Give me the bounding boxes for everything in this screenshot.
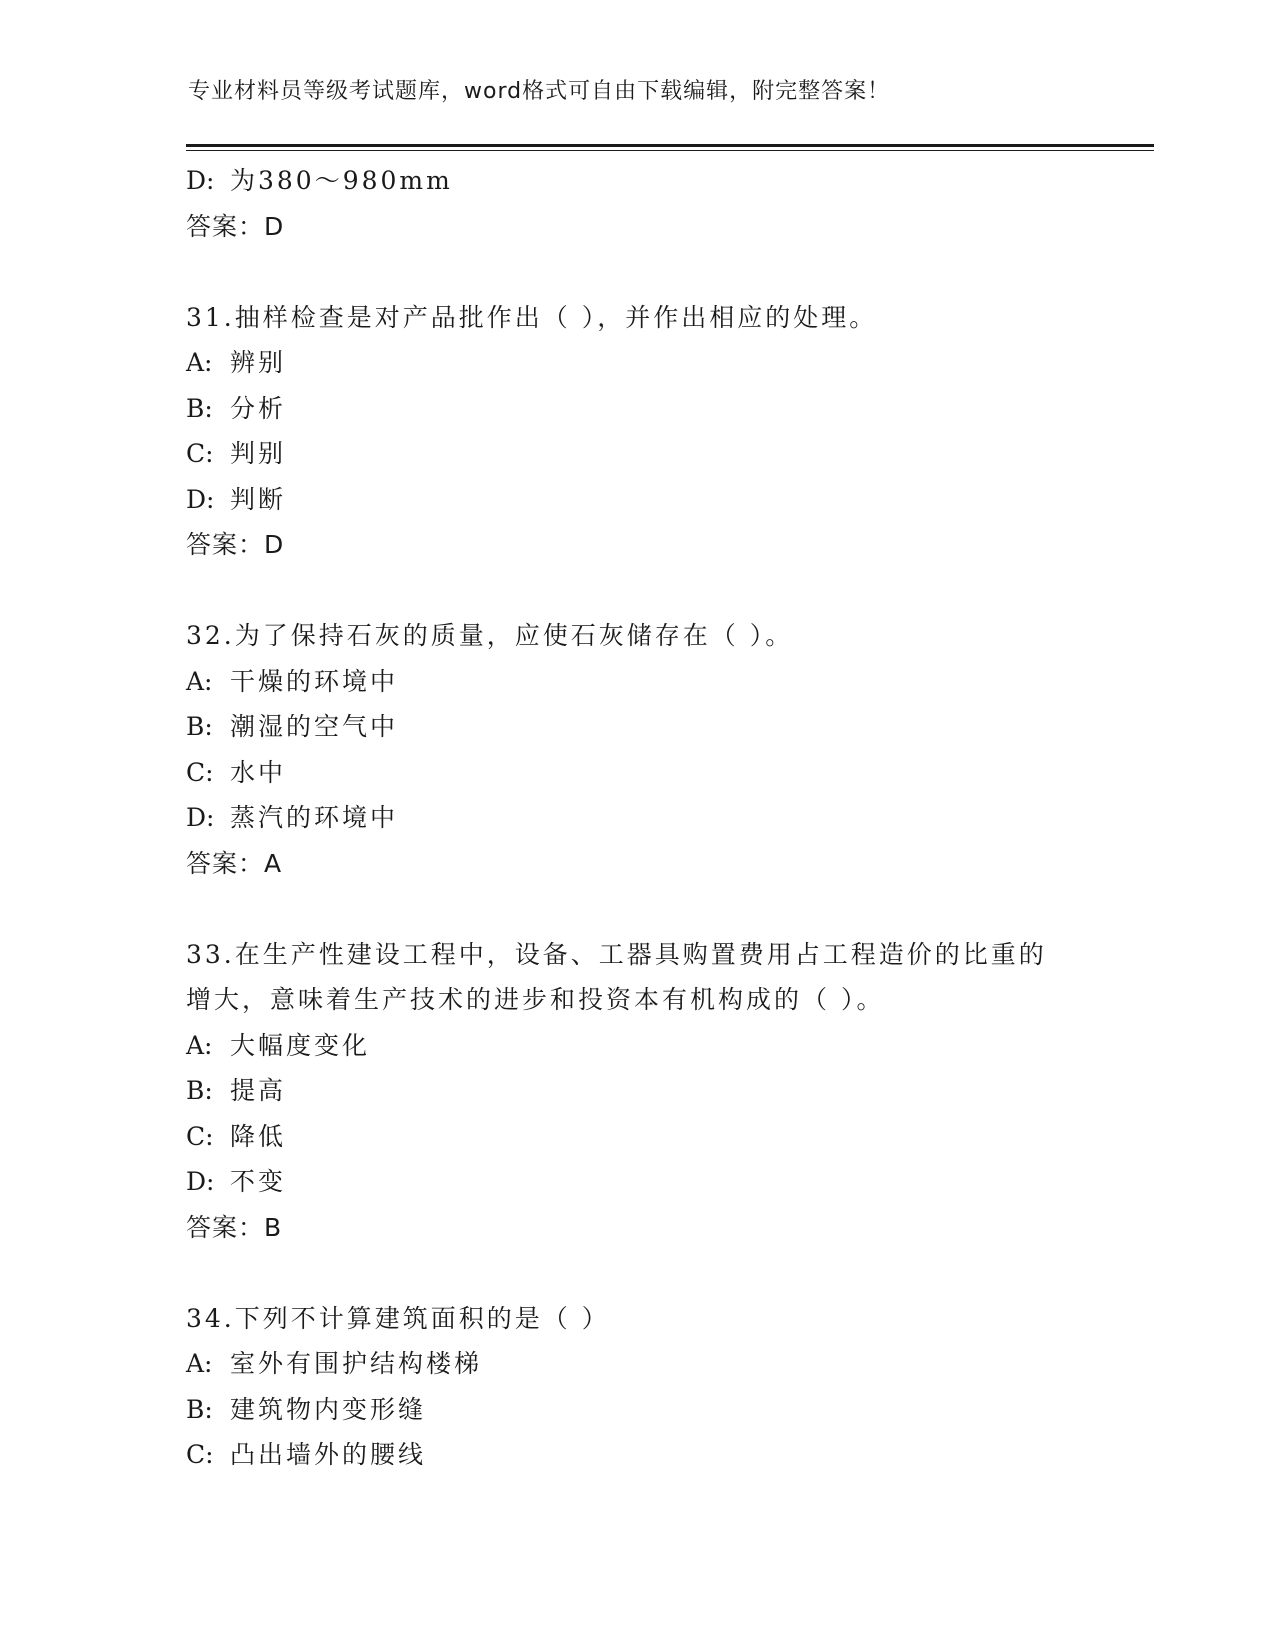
option-letter: C: bbox=[186, 439, 214, 468]
answer-line: 答案：D bbox=[186, 530, 285, 559]
option-text: 判断 bbox=[230, 484, 287, 514]
option-c bbox=[186, 1432, 1146, 1478]
option-b bbox=[186, 386, 1146, 432]
spacer bbox=[186, 1250, 1146, 1296]
option-a bbox=[186, 659, 1146, 705]
option-text: 分析 bbox=[230, 393, 287, 423]
option-text: 室外有围护结构楼梯 bbox=[230, 1349, 483, 1378]
option-letter: D: bbox=[186, 484, 215, 514]
answer-line: 答案：D bbox=[186, 211, 285, 241]
option-letter: A: bbox=[186, 348, 213, 377]
spacer bbox=[186, 886, 1146, 932]
option-a bbox=[186, 1341, 1146, 1387]
option-text: 不变 bbox=[230, 1167, 287, 1196]
question-stem: 34.下列不计算建筑面积的是（ ） bbox=[186, 1303, 610, 1333]
spacer bbox=[186, 249, 1146, 295]
option-a bbox=[186, 340, 1146, 386]
option-letter: B: bbox=[186, 712, 213, 741]
option-d bbox=[186, 1159, 1146, 1205]
option-text: 辨别 bbox=[230, 348, 287, 377]
option-b bbox=[186, 1068, 1146, 1114]
page-header: 专业材料员等级考试题库，word格式可自由下载编辑，附完整答案！ bbox=[188, 79, 891, 104]
option-text: 干燥的环境中 bbox=[230, 666, 399, 696]
option-text: 大幅度变化 bbox=[230, 1030, 371, 1060]
answer-line: 答案：A bbox=[186, 848, 283, 878]
option-letter: C: bbox=[186, 1440, 214, 1469]
option-text: 蒸汽的环境中 bbox=[230, 803, 399, 832]
option-text: 水中 bbox=[230, 757, 287, 787]
option-d bbox=[186, 158, 1146, 204]
option-letter: D: bbox=[186, 1167, 215, 1196]
option-letter: D: bbox=[186, 803, 215, 832]
option-text: 提高 bbox=[230, 1076, 287, 1105]
question-stem-line-1: 33.在生产性建设工程中，设备、工器具购置费用占工程造价的比重的 bbox=[186, 939, 1047, 969]
header-rule-thick bbox=[186, 144, 1154, 147]
option-c bbox=[186, 1114, 1146, 1160]
option-a bbox=[186, 1023, 1146, 1069]
question-content bbox=[186, 158, 1146, 1478]
option-text: 为380～980mm bbox=[230, 166, 453, 195]
option-c bbox=[186, 431, 1146, 477]
option-letter: C: bbox=[186, 757, 214, 787]
option-letter: C: bbox=[186, 1121, 214, 1151]
question-stem: 32.为了保持石灰的质量，应使石灰储存在（ ）。 bbox=[186, 621, 794, 650]
option-text: 降低 bbox=[230, 1121, 287, 1151]
option-letter: A: bbox=[186, 1030, 213, 1060]
option-letter: B: bbox=[186, 393, 213, 423]
option-text: 建筑物内变形缝 bbox=[230, 1394, 427, 1424]
option-text: 潮湿的空气中 bbox=[230, 712, 399, 741]
option-letter: D: bbox=[186, 166, 215, 195]
option-c bbox=[186, 750, 1146, 796]
question-stem: 31.抽样检查是对产品批作出（ ），并作出相应的处理。 bbox=[186, 302, 878, 332]
question-stem-line-2: 增大，意味着生产技术的进步和投资本有机构成的（ ）。 bbox=[186, 985, 885, 1014]
option-text: 凸出墙外的腰线 bbox=[230, 1440, 427, 1469]
header-rule-thin bbox=[186, 150, 1154, 151]
option-text: 判别 bbox=[230, 439, 287, 468]
option-b bbox=[186, 1387, 1146, 1433]
spacer bbox=[186, 568, 1146, 614]
option-letter: B: bbox=[186, 1076, 213, 1105]
option-b bbox=[186, 704, 1146, 750]
option-d bbox=[186, 477, 1146, 523]
option-letter: A: bbox=[186, 1349, 213, 1378]
option-d bbox=[186, 795, 1146, 841]
option-letter: A: bbox=[186, 666, 213, 696]
option-letter: B: bbox=[186, 1394, 213, 1424]
answer-line: 答案：B bbox=[186, 1212, 283, 1242]
